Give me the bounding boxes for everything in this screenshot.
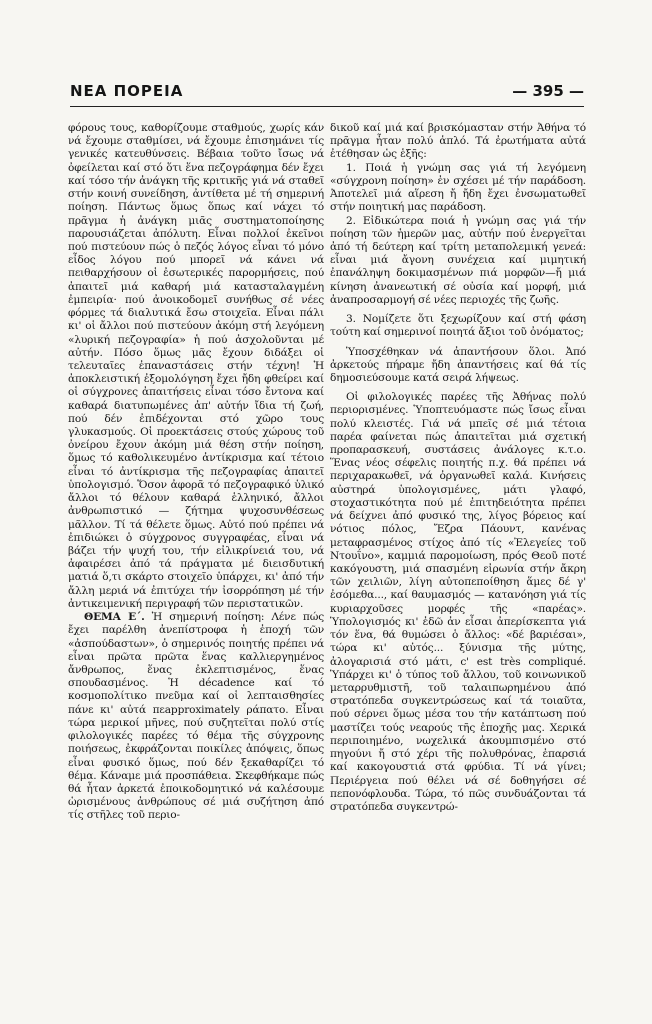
page-number: — 395 —: [512, 82, 584, 100]
right-column: [330, 122, 586, 814]
question-3: 3. Νομίζετε ὅτι ξεχωρίζουν καί στή φάση τούτη καί σημερινοί ποιητά ἄξιοι τοῦ ὀνόματος;: [330, 313, 586, 339]
question-1: 1. Ποιά ἡ γνώμη σας γιά τή λεγόμενη «σύγχρονη ποίηση» ἐν σχέσει μέ τήν παράδοση. Ἀποτελεῖ μιά αἵρεση ἤ ἤδη ἔχει ἐνσωματωθεῖ στήν ποιητική μας παράδοση.: [330, 161, 586, 214]
left-paragraph-2-text: Ἡ σημερινή ποίηση: Λένε πώς ἔχει παρέλθη ἀνεπίστροφα ἡ ἐποχή τῶν «ἀσπούδαστων», ὁ σημερινός ποιητής πρέπει νά εἶναι πρῶτα πρῶτα ἕνας καλλιεργημένος ἄνθρωπος, ἕνας ἐκλεπτισμένος, ἕνας σπουδασμένος. Ἡ décadence καί τό κοσμοπολίτικο πνεῦμα καί οἱ λεπταισθησίες πάνε κι' αὐτά πεapproximately ράπατο. Εἶναι τώρα μερικοί μῆνες, πού συζητεῖται πολύ στίς φιλολογικές παρέες τό θέμα τῆς σύγχρονης ποιήσεως, ἐκφράζονται ποικίλες ἀπόψεις, ὅπως εἶναι φυσικό ὅμως, πού δέν ξεκαθαρίζει τό θέμα. Κάναμε μιά προσπάθεια. Σκεφθήκαμε πώς θά ἦταν ἀρκετά ἐποικοδομητικό νά καλέσουμε ὡρισμένους ἀνθρώπους σέ μιά συζήτηση ἀπό τίς στῆλες τοῦ περιο-: [68, 611, 324, 822]
header-rule: [70, 106, 584, 107]
right-paragraph-1: δικοῦ καί μιά καί βρισκόμασταν στήν Ἀθήνα τό πρᾶγμα ἦταν πολύ ἁπλό. Τά ἐρωτήματα αὐτά ἐτέθησαν ὡς ἑξῆς:: [330, 122, 586, 161]
page-header: [70, 82, 584, 104]
left-column: [68, 122, 324, 823]
left-paragraph-1: φόρους τους, καθορίζουμε σταθμούς, χωρίς κάν νά ἔχουμε σταθμίσει, νά ἔχουμε ἐπισημάνει τίς γενικές κατευθύνσεις. Βέβαια τοῦτο ἴσως νά ὀφείλεται καί στό ὅτι ἕνα πεζογράφημα δέν ἔχει καί τόσο τήν ἀνάγκη τῆς κριτικῆς γιά νά σταθεῖ στήν κοινή συνείδηση, ἀντίθετα μέ τή σημερινή ποίηση. Πάντως ὅμως ὅπως καί νάχει τό πρᾶγμα ἡ ἀνάγκη μιᾶς συστηματοποίησης παρουσιάζεται ἀπόλυτη. Εἶναι πολλοί ἐκεῖνοι πού πιστεύουν πώς ὁ πεζός λόγος εἶναι τό μόνο εἶδος λόγου πού μπορεῖ νά κάνει νά πειθαρχήσουν οἱ ἐσωτερικές παρορμήσεις, πού ἀπαιτεῖ μιά καθαρή μιά κατασταλαγμένη ἐμπειρία· πού ἀνοικοδομεῖ συνήθως σέ νέες φόρμες τά διαλυτικά ἔσω στοιχεῖα. Εἶναι πάλι κι' οἱ ἄλλοι πού πιστεύουν ἀκόμη στή λεγόμενη «λυρική πεζογραφία» ἡ πού ἀσχολοῦνται μέ αὐτήν. Πόσο ὅμως μᾶς ἔχουν διδάξει οἱ τελευταῖες ἐπαναστάσεις στήν τέχνη! Ἡ ἀποκλειστική ἐξομολόγηση ἔχει ἤδη φθείρει καί οἱ σύγχρονες ἀπαιτήσεις εἶναι τόσο ἔντονα καί καθαρά διατυπωμένες ἀπ' αὐτήν ἴδια τή ζωή, πού δέν ἐπιδέχονται στό χῶρο τους γλυκασμούς. Οἱ προεκτάσεις στούς χώρους τοῦ ὀνείρου ἔχουν ἀκόμη μιά θέση στήν ποίηση, ὅμως τό καθολικευμένο ἀντίκρισμα καί τέτοιο εἶναι τό ἀντίκρισμα τῆς πεζογραφίας ἀπαιτεῖ ὑπολογισμό. Ὅσον ἀφορᾶ τό πεζογραφικό ὑλικό ἄλλοι τό θέλουν καθαρά ἑλληνικό, ἄλλοι ἀνθρωπιστικό — ζήτημα ψυχοσυνθέσεως μᾶλλον. Τί τά θέλετε ὅμως. Αὐτό πού πρέπει νά ἐπιδιώκει ὁ σύγχρονος συγγραφέας, εἶναι νά βάζει τήν ψυχή του, τήν εἰλικρίνειά του, νά ἀφαιρέσει ἀπό τά πράγματα μέ διεισδυτική ματιά ὅ,τι σκάρτο στοιχεῖο ὑπάρχει, κι' ἀπό τήν ἄλλη μεριά νά ἐπιτύχει τήν ἰσορρόπηση μέ τήν ἀντικειμενική περιγραφή τῶν περιστατικῶν.: [68, 122, 324, 610]
right-paragraph-3: Οἱ φιλολογικές παρέες τῆς Ἀθήνας πολύ περιορισμένες. Ὑποπτευόμαστε πώς ἴσως εἶναι πολύ κλειστές. Γιά νά μπεῖς σέ μιά τέτοια παρέα φαίνεται πώς ἀπαιτεῖται μιά σχετική προπαρασκευή, συστάσεις ἀνάλογες κ.τ.ο. Ἕνας νέος σέφελις ποιητής π.χ. θά πρέπει νά περιχαρακωθεῖ, νά ὀργανωθεῖ καλά. Κινήσεις αὐστηρά ὑπολογισμένες, μάτι γλαφό, στοχαστικότητα πού μέ ἐπιτηδειότητα πρέπει νά δείχνει ἀπό φυσικό της, λίγος βόρειος καί νότιος πόλος, Ἔζρα Πάουντ, κανένας μεταφρασμένος στίχος ἀπό τίς «Ἐλεγείες τοῦ Ντουΐνο», καμμιά παρομοίωση, πρός Θεοῦ ποτέ κακόγουστη, μιά σπασμένη εἰρωνία στήν ἄκρη τῶν χειλιῶν, λίγη αὐτοπεποίθηση ἅμες δέ γ' ἐσόμεθα..., καί θαυμασμός — κατανόηση γιά τίς κυριαρχοῦσες μορφές τῆς «παρέας». Ὑπολογισμός κι' ἐδῶ ἀν εἶσαι ἀπερίσκεπτα γιά τόν ἕνα, θά θυμώσει ὁ ἄλλος: «δέ βαριέσαι», τώρα κι' αὐτός... ξύνισμα τῆς μύτης, ἀλογαρισιά στό μάτι, c' est très compliqué. Ὑπάρχει κι' ὁ τύπος τοῦ ἄλλου, τοῦ κοινωνικοῦ μεταρρυθμιστῆ, τοῦ ταλαιπωρημένου ἀπό στρατόπεδα συγκεντρώσεως καί τά τοιαῦτα, πού σέρνει ὅμως μέσα του τήν κατάπτωση πού μαστίζει τούς νεαρούς τῆς ἐποχῆς μας. Χερικά περιποιημένο, νωχελικά ἀκουμπισμένο στό πηγούνι ἤ στό χέρι τῆς πολυθρόνας, ἐπαρσιά καί κακογουστιά στά φρύδια. Τί νά γίνει; Περιέργεια πού θέλει νά σέ δοθηγήσει σέ πεπονόφλουδα. Τώρα, τό πῶς συνδυάζονται τά στρατόπεδα συγκεντρώ-: [330, 391, 586, 813]
journal-title: ΝΕΑ ΠΟΡΕΙΑ: [70, 82, 184, 100]
section-heading: ΘΕΜΑ Ε΄.: [84, 611, 145, 624]
question-2: 2. Εἰδικώτερα ποιά ἡ γνώμη σας γιά τήν ποίηση τῶν ἡμερῶν μας, αὐτήν πού ἐνεργεῖται ἀπό τή δεύτερη καί τρίτη μεταπολεμική γενεά: εἶναι μιά ἄγονη συνέχεια καί μιμητική ἐπανάληψη δοκιμασμένων πιά μορφῶν—ἤ μιά κίνηση ἀνανεωτική σέ οὐσία καί μορφή, μιά ἀναπροσαρμογή σέ νέες περιοχές τῆς ζωῆς.: [330, 214, 586, 306]
left-paragraph-2: [68, 611, 324, 823]
right-paragraph-2: Ὑποσχέθηκαν νά ἀπαντήσουν ὅλοι. Ἀπό ἀρκετούς πήραμε ἤδη ἀπαντήσεις καί θά τίς δημοσιεύσουμε κατά σειρά λήψεως.: [330, 345, 586, 384]
